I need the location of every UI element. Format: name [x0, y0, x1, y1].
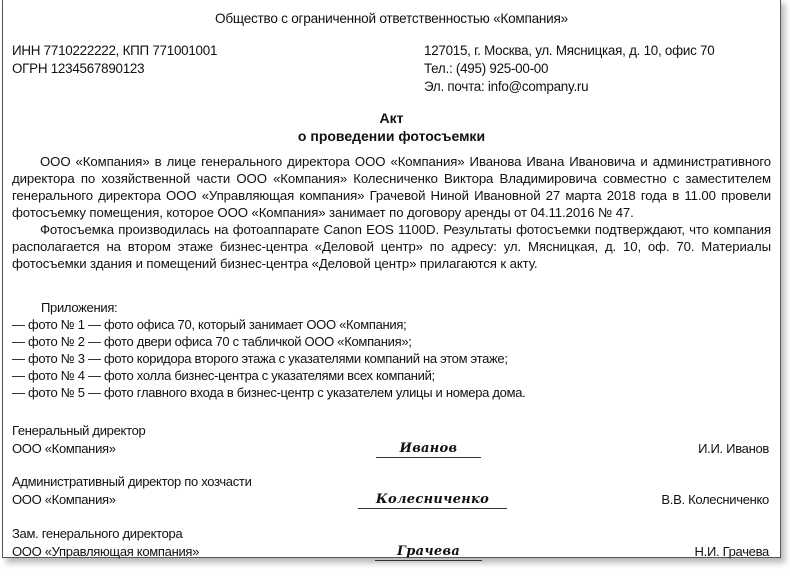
signature-block-admin-director: [12, 473, 769, 509]
document-body: [12, 153, 771, 272]
appendix-item: — фото № 2 — фото двери офиса 70 с табличкой ООО «Компания»;: [12, 334, 412, 349]
signature: Иванов: [376, 440, 481, 458]
signatory-name: В.В. Колесниченко: [661, 492, 769, 507]
left-requisites: [12, 42, 217, 78]
appendix-item: — фото № 3 — фото коридора второго этажа с указателями компаний на этом этаже;: [12, 351, 508, 366]
signatory-role: Генеральный директор: [12, 423, 146, 438]
signature: Грачева: [375, 543, 482, 561]
email: Эл. почта: info@company.ru: [424, 79, 589, 94]
right-requisites: [424, 42, 714, 96]
signatory-name: И.И. Иванов: [698, 441, 769, 456]
signature-block-general-director: [12, 422, 769, 458]
body-paragraph: Фотосъемка производилась на фотоаппарате Canon EOS 1100D. Результаты фотосъемки подтверждают, что компания располагается на втором этаже бизнес-центра «Деловой центр» по адресу: ул. Мясницкая, д. 10, оф. 70. Материалы фотосъемки здания и помещений бизнес-центра «Деловой центр» прилагаются к акту.: [12, 222, 771, 271]
phone: Тел.: (495) 925-00-00: [424, 61, 549, 76]
document-title: [3, 109, 780, 145]
organization-name: Общество с ограниченной ответственностью «Компания»: [215, 11, 568, 26]
address: 127015, г. Москва, ул. Мясницкая, д. 10, офис 70: [424, 43, 715, 58]
appendix-heading: Приложения:: [41, 300, 118, 315]
signatory-role: Административный директор по хозчасти: [12, 474, 252, 489]
ogrn: ОГРН 1234567890123: [12, 61, 145, 76]
signature-block-deputy-director: [12, 525, 769, 561]
inn-kpp: ИНН 7710222222, КПП 771001001: [12, 43, 218, 58]
title-line-2: о проведении фотосъемки: [297, 128, 486, 144]
signature: Колесниченко: [358, 491, 507, 509]
signatory-organization: ООО «Компания»: [12, 492, 116, 507]
appendix-item: — фото № 5 — фото главного входа в бизнес-центр с указателем улицы и номера дома.: [12, 385, 526, 400]
signatory-name: Н.И. Грачева: [694, 544, 769, 559]
body-paragraph: ООО «Компания» в лице генерального директора ООО «Компания» Иванова Ивана Ивановича и административного директора по хозяйственной части ООО «Компания» Колесниченко Виктора Владимировича совместно с заместителем генерального директора ООО «Управляющая компания» Грачевой Ниной Ивановной 27 марта 2018 года в 11.00 провели фотосъемку помещения, которое ООО «Компания» занимает по договору аренды от 04.11.2016 № 47.: [12, 154, 771, 220]
document-page: [2, 0, 781, 558]
appendix-item: — фото № 1 — фото офиса 70, который занимает ООО «Компания;: [12, 317, 407, 332]
signatory-role: Зам. генерального директора: [12, 526, 183, 541]
title-line-1: Акт: [379, 110, 404, 126]
appendix-list: [12, 299, 525, 401]
signatory-organization: ООО «Компания»: [12, 441, 116, 456]
appendix-item: — фото № 4 — фото холла бизнес-центра с указателями всех компаний;: [12, 368, 435, 383]
signatory-organization: ООО «Управляющая компания»: [12, 544, 200, 559]
